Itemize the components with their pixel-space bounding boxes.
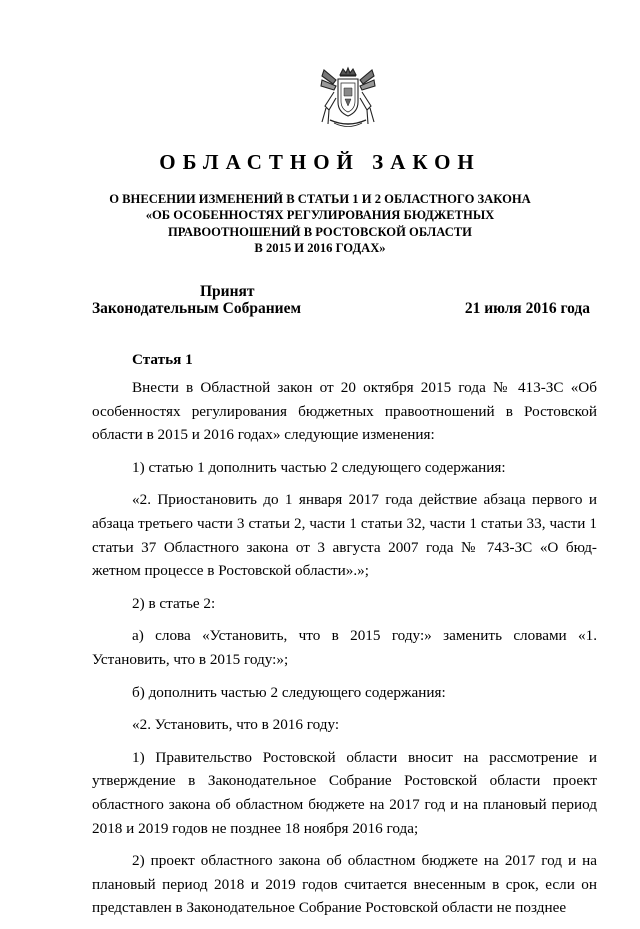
subtitle-line: О ВНЕСЕНИИ ИЗМЕНЕНИЙ В СТАТЬИ 1 И 2 ОБЛАСТНОГО ЗАКОНА — [109, 192, 531, 206]
paragraph: «2. Установить, что в 2016 году: — [132, 716, 340, 734]
paragraph: 1) статью 1 дополнить частью 2 следующего содержания: — [132, 458, 506, 476]
paragraph: Внести в Областной закон от 20 октября 2015 года № 413-ЗС «Об особенностях регулирования бюджетных правоотношений в Ростовской области в 2015 и 2016 годах» следующие изменения: — [92, 379, 597, 444]
article-1 — [92, 350, 597, 929]
paragraph: б) дополнить частью 2 следующего содержания: — [132, 683, 446, 701]
adoption-date: 21 июля 2016 года — [464, 300, 590, 317]
coat-of-arms-icon — [316, 66, 380, 130]
adopted-by-label: Законодательным Собранием — [92, 300, 302, 317]
article-heading: Статья 1 — [132, 351, 193, 368]
paragraph: а) слова «Установить, что в 2015 году:» заменить словами «1. Установить, что в 2015 году:»; — [92, 627, 597, 668]
paragraph: 1) Правительство Ростовской области вносит на рассмотрение и утверждение в Законодательное Собрание Ростовской области проект областного закона об областном бюджете на 2017 год и на плановый период 2018 и 2019 годов не позднее 18 ноября 2016 года; — [92, 748, 597, 837]
law-title: ОБЛАСТНОЙ ЗАКОН — [159, 150, 481, 174]
subtitle-line: «ОБ ОСОБЕННОСТЯХ РЕГУЛИРОВАНИЯ БЮДЖЕТНЫХ — [145, 208, 495, 223]
subtitle-line: ПРАВООТНОШЕНИЙ В РОСТОВСКОЙ ОБЛАСТИ — [168, 224, 472, 239]
paragraph: «2. Приостановить до 1 января 2017 года действие абзаца первого и абзаца третьего части 3 статьи 2, части 1 статьи 32, части 1 статьи 33, части 1 статьи 37 Областного закона от 3 августа 2007 года № 743-ЗС «О бюд-жетном процессе в Ростовской области».»; — [92, 491, 597, 580]
paragraph: 2) проект областного закона об областном бюджете на 2017 год и на плановый период 2018 и 2019 годов считается внесенным в срок, если он представлен в Законодательное Собрание Ростовской области не позднее — [92, 852, 597, 917]
law-subtitle — [80, 191, 560, 257]
adopted-label: Принят — [200, 283, 255, 300]
paragraph: 2) в статье 2: — [132, 594, 216, 612]
subtitle-line: В 2015 И 2016 ГОДАХ» — [254, 241, 386, 256]
